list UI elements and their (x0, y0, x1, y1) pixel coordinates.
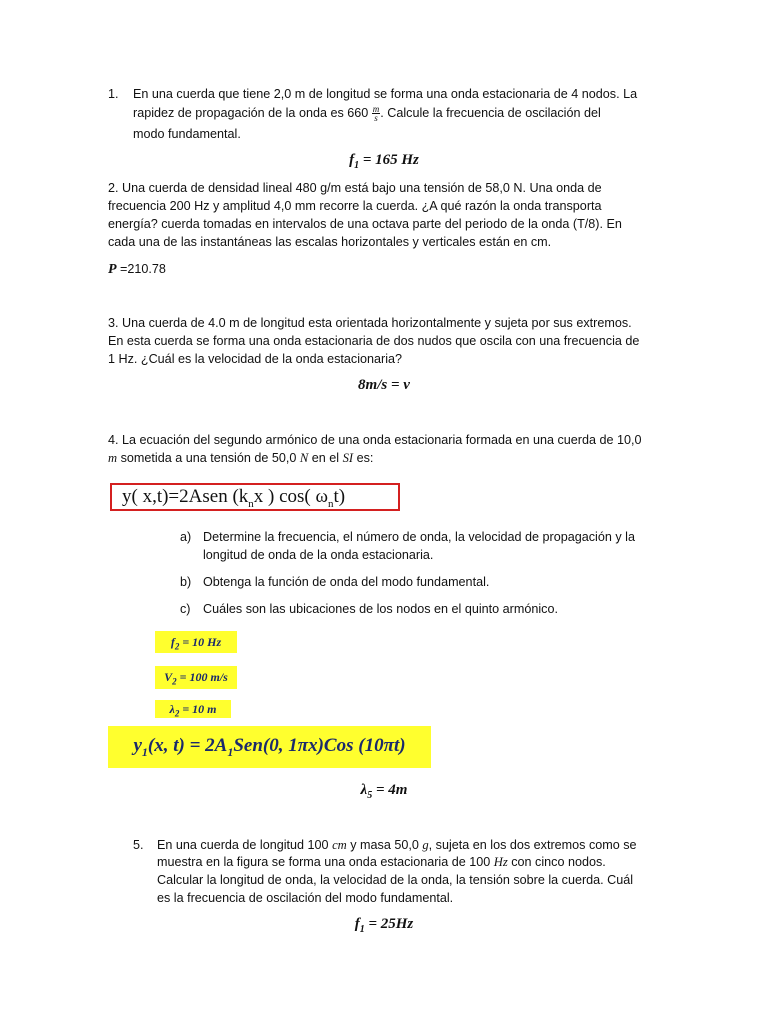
q4-l2-lhs: λ (169, 702, 175, 716)
q3-line3: 1 Hz. ¿Cuál es la velocidad de la onda estacionaria? (108, 352, 403, 366)
q4-formula-b: x ) cos( ω (253, 486, 329, 507)
q5-ans-sub: 1 (359, 924, 365, 935)
q4-answer-f2 (155, 631, 237, 653)
q4-unit-m: m (108, 451, 118, 465)
q4-item-b-label: b) (180, 575, 192, 589)
q1-line1: En una cuerda que tiene 2,0 m de longitud se forma una onda estacionaria de 4 nodos. La (133, 87, 638, 101)
q2-line2: frecuencia 200 Hz y amplitud 4,0 mm recorre la cuerda. ¿A qué razón la onda transporta (108, 199, 602, 213)
q5-ans-rhs: = 25Hz (364, 916, 414, 932)
q3-line1: 3. Una cuerda de 4.0 m de longitud esta orientada horizontalmente y sujeta por sus extremos. (108, 316, 632, 330)
q5-line2 (157, 853, 606, 871)
q5-ans-lhs: f (354, 916, 360, 932)
q4-y-s2: 1 (227, 744, 234, 759)
q4-formula-a: y( x,t)=2Asen (k (122, 486, 249, 507)
q4-unit-N: N (299, 451, 309, 465)
q4-formula-c: t) (333, 486, 346, 507)
q2-line1: 2. Una cuerda de densidad lineal 480 g/m está bajo una tensión de 58,0 N. Una onda de (108, 181, 602, 195)
q4-formula-box (110, 483, 400, 511)
q4-y-b: (x, t) = 2A (147, 735, 228, 756)
q4-v2-rhs: = 100 m/s (176, 670, 228, 684)
q5-unit-g: g (422, 838, 429, 852)
q4-l5-rhs: = 4m (372, 782, 408, 798)
q1-frac-num: m (372, 104, 380, 115)
q4-f2-sub: 2 (174, 641, 180, 652)
q2-line4: cada una de las instantáneas las escalas horizontales y verticales están en cm. (108, 235, 552, 249)
q4-y-s1: 1 (141, 744, 148, 759)
q5-line1a: En una cuerda de longitud 100 (157, 838, 333, 852)
q4-l5-sub: 5 (367, 790, 373, 801)
q4-item-a-text2: longitud de onda de la onda estacionaria. (203, 548, 434, 562)
q4-v2-lhs: V (164, 670, 173, 684)
q5-line1 (157, 836, 637, 854)
q4-v2-sub: 2 (172, 676, 177, 687)
q3-line2: En esta cuerda se forma una onda estacionaria de dos nudos que oscila con una frecuencia de (108, 334, 640, 348)
q1-ans-rhs: = 165 Hz (359, 152, 419, 168)
q5-line1b: y masa 50,0 (346, 838, 423, 852)
q4-y-c: Sen(0, 1πx)Cos (10πt) (233, 735, 406, 756)
q4-line2c: es: (353, 451, 374, 465)
q1-frac-den: s (374, 113, 378, 124)
q4-line1: 4. La ecuación del segundo armónico de una onda estacionaria formada en una cuerda de 10,0 (108, 433, 642, 447)
q4-answer-v2 (155, 666, 237, 689)
q1-answer (0, 152, 768, 171)
q1-line2 (133, 104, 601, 122)
q5-line3: Calcular la longitud de onda, la velocidad de la onda, la tensión sobre la cuerda. Cuál (157, 873, 634, 887)
q5-line4: es la frecuencia de oscilación del modo fundamental. (157, 891, 454, 905)
q4-item-b-text: Obtenga la función de onda del modo fundamental. (203, 575, 490, 589)
q4-line2b: en el (308, 451, 343, 465)
q2-ans-lhs: P (108, 262, 117, 277)
q2-ans-rhs: =210.78 (116, 262, 166, 276)
q1-ans-lhs: f (349, 152, 355, 168)
q5-unit-hz: Hz (493, 855, 508, 869)
q5-line2a: muestra en la figura se forma una onda estacionaria de 100 (157, 855, 494, 869)
q4-item-c-label: c) (180, 602, 191, 616)
q2-line3: energía? cuerda tomadas en intervalos de una octava parte del periodo de la onda (T/8). En (108, 217, 622, 231)
q4-answer-lambda2 (155, 700, 231, 718)
q4-l5-lhs: λ (360, 782, 368, 798)
q5-number: 5. (133, 838, 144, 852)
q4-unit-SI: SI (342, 451, 354, 465)
q4-l2-rhs: = 10 m (179, 702, 217, 716)
q2-answer (108, 260, 166, 279)
q4-y-a: y (133, 735, 142, 756)
q1-fraction (372, 105, 381, 122)
q3-answer: 8m/s = v (358, 377, 410, 393)
q4-answer-lambda5 (0, 782, 768, 801)
q4-formula-sub2: n (328, 497, 334, 510)
q1-number: 1. (108, 87, 119, 101)
q5-unit-cm: cm (332, 838, 347, 852)
q4-l2-sub: 2 (174, 708, 180, 719)
q4-line2 (108, 449, 373, 467)
q4-f2-rhs: = 10 Hz (179, 635, 222, 649)
q1-ans-sub: 1 (354, 160, 360, 171)
q5-line2b: con cinco nodos. (507, 855, 606, 869)
q5-answer (0, 916, 768, 935)
q5-line1c: , sujeta en los dos extremos como se (428, 838, 637, 852)
q4-item-c-text: Cuáles son las ubicaciones de los nodos en el quinto armónico. (203, 602, 558, 616)
q4-item-a-label: a) (180, 530, 192, 544)
q4-answer-wavefunction (108, 726, 431, 768)
q1-line3: modo fundamental. (133, 127, 241, 141)
q1-line2b: . Calcule la frecuencia de oscilación del (380, 106, 601, 120)
q4-line2a: sometida a una tensión de 50,0 (117, 451, 300, 465)
q4-item-a-text1: Determine la frecuencia, el número de onda, la velocidad de propagación y la (203, 530, 635, 544)
q4-f2-lhs: f (170, 635, 175, 649)
q1-line2a: rapidez de propagación de la onda es 660 (133, 106, 369, 120)
q4-formula-sub1: n (248, 497, 254, 510)
